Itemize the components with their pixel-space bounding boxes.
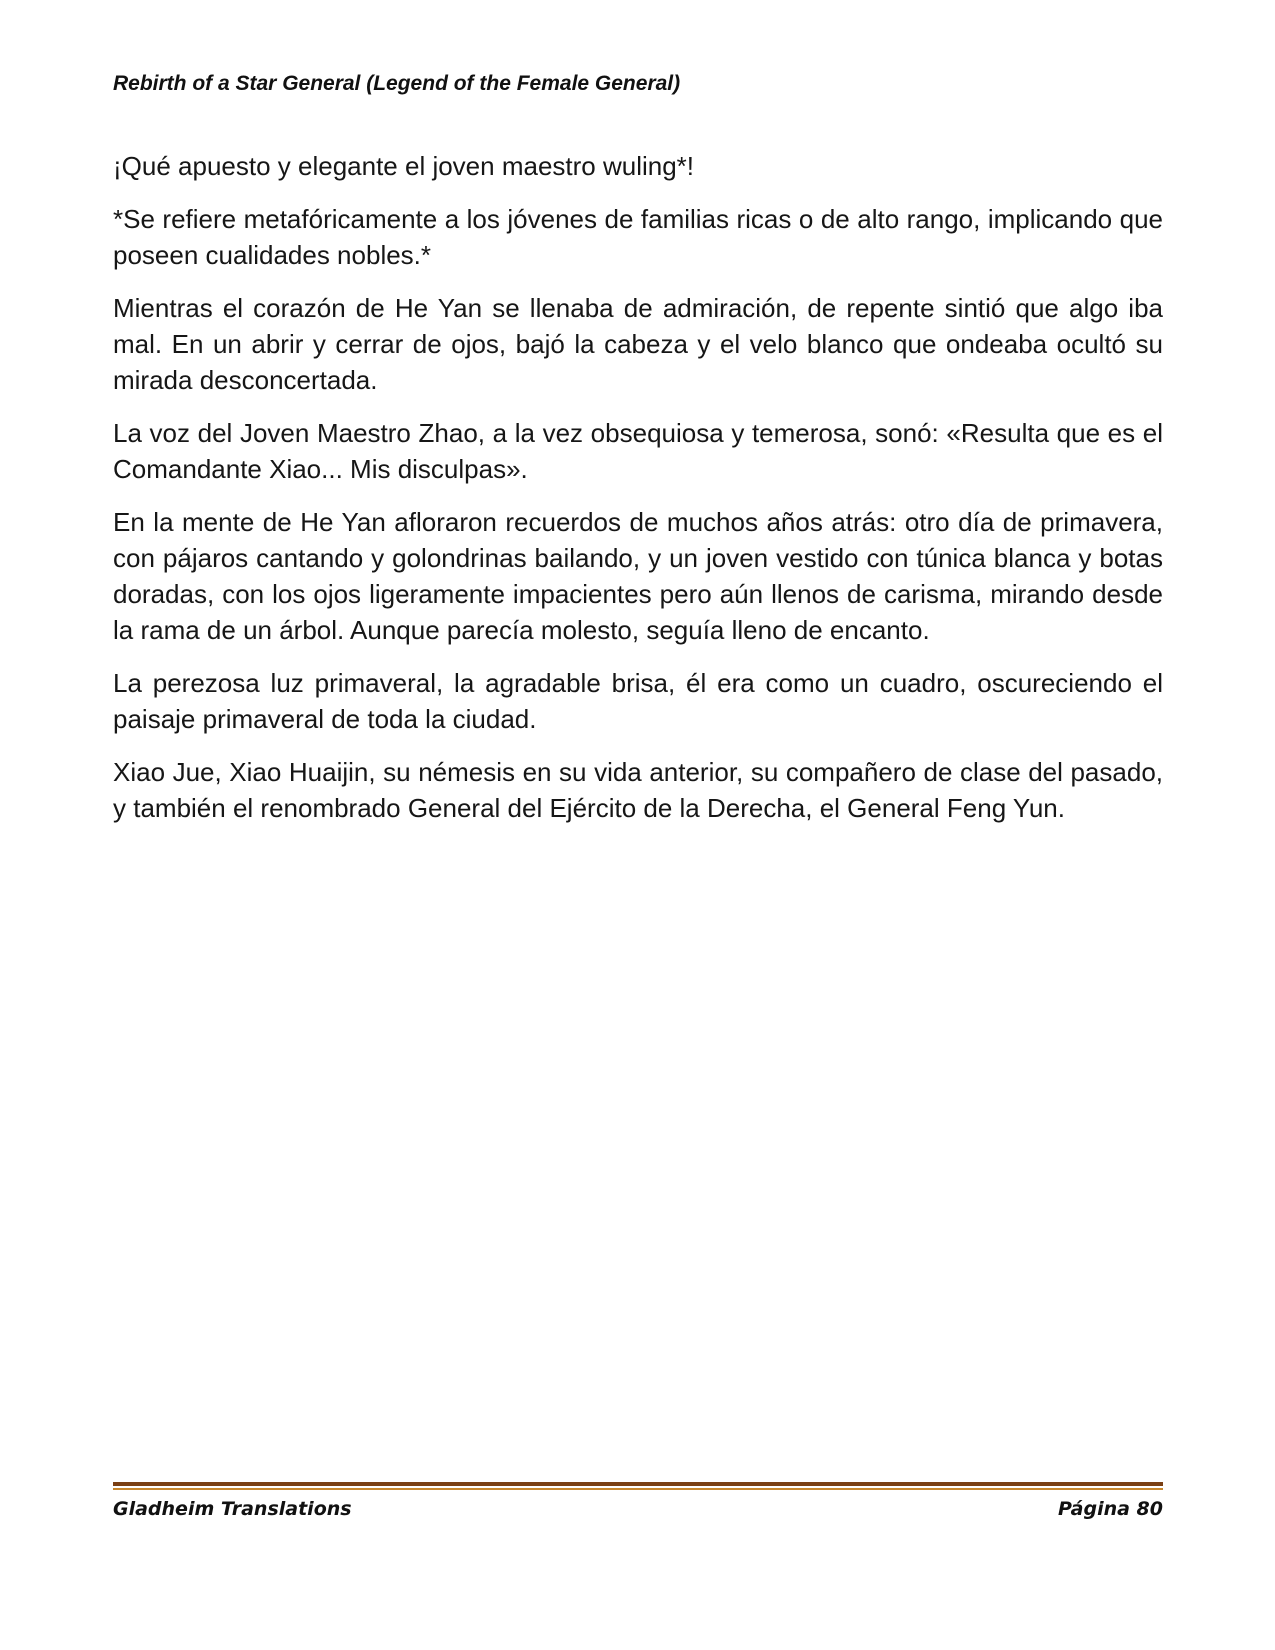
paragraph: La voz del Joven Maestro Zhao, a la vez obsequiosa y temerosa, sonó: «Resulta que es el Comandante Xiao... Mis disculpas». bbox=[113, 418, 1163, 484]
footer-divider-thick bbox=[113, 1482, 1163, 1486]
footer-page-number: Página 80 bbox=[1057, 1498, 1163, 1520]
paragraph: ¡Qué apuesto y elegante el joven maestro wuling*! bbox=[113, 151, 695, 181]
page-header-title: Rebirth of a Star General (Legend of the Female General) bbox=[113, 72, 681, 95]
paragraph: En la mente de He Yan afloraron recuerdos de muchos años atrás: otro día de primavera, con pájaros cantando y golondrinas bailando, y un joven vestido con túnica blanca y botas doradas, con los ojos ligeramente impacientes pero aún llenos de carisma, mirando desde la rama de un árbol. Aunque parecía molesto, seguía lleno de encanto. bbox=[113, 507, 1163, 645]
paragraph: *Se refiere metafóricamente a los jóvenes de familias ricas o de alto rango, implicando que poseen cualidades nobles.* bbox=[113, 204, 1163, 270]
paragraph: Xiao Jue, Xiao Huaijin, su némesis en su vida anterior, su compañero de clase del pasado, y también el renombrado General del Ejército de la Derecha, el General Feng Yun. bbox=[113, 757, 1163, 823]
footer-divider-thin bbox=[113, 1488, 1163, 1490]
document-body bbox=[113, 148, 1163, 843]
footer-publisher: Gladheim Translations bbox=[113, 1498, 352, 1520]
footer-divider bbox=[113, 1482, 1163, 1490]
paragraph: Mientras el corazón de He Yan se llenaba de admiración, de repente sintió que algo iba mal. En un abrir y cerrar de ojos, bajó la cabeza y el velo blanco que ondeaba ocultó su mirada desconcertada. bbox=[113, 293, 1163, 395]
paragraph: La perezosa luz primaveral, la agradable brisa, él era como un cuadro, oscureciendo el paisaje primaveral de toda la ciudad. bbox=[113, 668, 1163, 734]
